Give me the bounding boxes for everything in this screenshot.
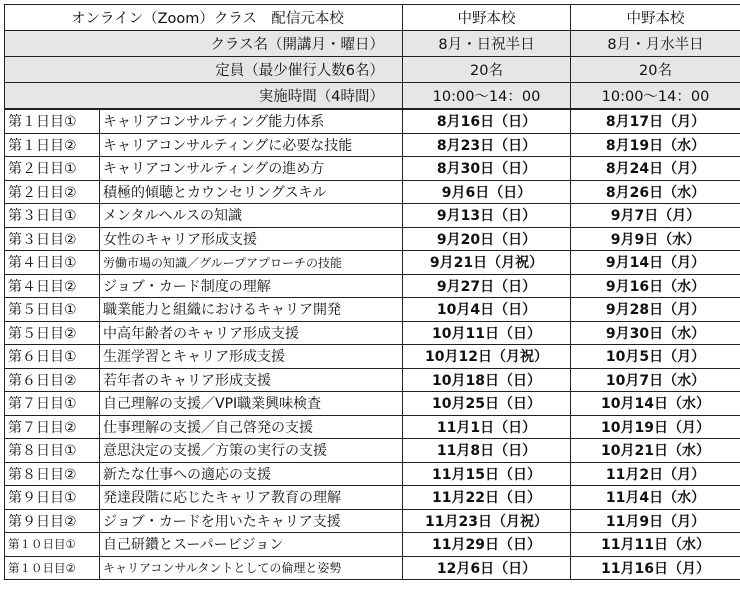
session-date-a: 11月29日（日） (403, 533, 571, 557)
session-date-b: 11月16日（月） (571, 556, 740, 580)
session-date-b: 10月21日（水） (571, 439, 740, 463)
schedule-row (5, 486, 740, 510)
session-day: 第８日目① (5, 439, 100, 463)
school-name-b: 中野本校 (571, 5, 740, 31)
session-date-a: 10月18日（日） (403, 368, 571, 392)
session-date-a: 11月23日（月祝） (403, 509, 571, 533)
schedule-row (5, 368, 740, 392)
session-day: 第６日目① (5, 345, 100, 369)
session-date-b: 11月9日（月） (571, 509, 740, 533)
time-b: 10:00～14：00 (571, 83, 740, 109)
class-name-b: 8月・月水半日 (571, 31, 740, 57)
session-date-b: 8月24日（月） (571, 157, 740, 181)
session-topic: キャリアコンサルタントとしての倫理と姿勢 (100, 556, 403, 580)
session-topic: キャリアコンサルティングに必要な技能 (100, 133, 403, 157)
session-day: 第１０日目② (5, 556, 100, 580)
session-date-b: 9月30日（水） (571, 321, 740, 345)
session-date-a: 12月6日（日） (403, 556, 571, 580)
session-date-b: 11月2日（月） (571, 462, 740, 486)
schedule-table (4, 109, 740, 580)
session-date-a: 10月4日（日） (403, 298, 571, 322)
session-topic: キャリアコンサルティングの進め方 (100, 157, 403, 181)
capacity-label: 定員（最少催行人数6名） (5, 57, 403, 83)
delivery-title: オンライン（Zoom）クラス 配信元本校 (5, 5, 403, 31)
session-date-a: 8月23日（日） (403, 133, 571, 157)
session-date-a: 9月21日（月祝） (403, 251, 571, 275)
session-day: 第５日目① (5, 298, 100, 322)
schedule-row (5, 415, 740, 439)
session-date-a: 11月22日（日） (403, 486, 571, 510)
header-row-time (5, 83, 740, 109)
capacity-a: 20名 (403, 57, 571, 83)
session-date-a: 11月1日（日） (403, 415, 571, 439)
class-name-a: 8月・日祝半日 (403, 31, 571, 57)
session-day: 第２日目② (5, 180, 100, 204)
schedule-row (5, 298, 740, 322)
schedule-row (5, 392, 740, 416)
session-day: 第６日目② (5, 368, 100, 392)
session-day: 第７日目② (5, 415, 100, 439)
session-date-b: 9月9日（水） (571, 227, 740, 251)
schedule-row (5, 509, 740, 533)
session-topic: キャリアコンサルティング能力体系 (100, 110, 403, 134)
session-day: 第４日目① (5, 251, 100, 275)
session-date-b: 9月28日（月） (571, 298, 740, 322)
session-date-a: 9月6日（日） (403, 180, 571, 204)
session-topic: 若年者のキャリア形成支援 (100, 368, 403, 392)
session-topic: 新たな仕事への適応の支援 (100, 462, 403, 486)
session-day: 第１日目② (5, 133, 100, 157)
schedule-row (5, 227, 740, 251)
time-a: 10:00～14：00 (403, 83, 571, 109)
schedule-row (5, 556, 740, 580)
session-date-b: 9月7日（月） (571, 204, 740, 228)
session-date-b: 10月14日（水） (571, 392, 740, 416)
session-day: 第２日目① (5, 157, 100, 181)
class-name-label: クラス名（開講月・曜日） (5, 31, 403, 57)
session-topic: 発達段階に応じたキャリア教育の理解 (100, 486, 403, 510)
session-date-b: 8月17日（月） (571, 110, 740, 134)
schedule-row (5, 133, 740, 157)
schedule-row (5, 110, 740, 134)
session-day: 第８日目② (5, 462, 100, 486)
session-date-a: 11月15日（日） (403, 462, 571, 486)
session-day: 第３日目① (5, 204, 100, 228)
header-row-class-name (5, 31, 740, 57)
session-date-a: 9月13日（日） (403, 204, 571, 228)
session-topic: 自己理解の支援／VPI職業興味検査 (100, 392, 403, 416)
session-date-a: 10月12日（月祝） (403, 345, 571, 369)
session-day: 第１日目① (5, 110, 100, 134)
session-date-b: 9月16日（水） (571, 274, 740, 298)
schedule-row (5, 533, 740, 557)
session-date-a: 11月8日（日） (403, 439, 571, 463)
session-date-b: 8月19日（水） (571, 133, 740, 157)
session-topic: 職業能力と組織におけるキャリア開発 (100, 298, 403, 322)
schedule-row (5, 439, 740, 463)
session-date-b: 8月26日（水） (571, 180, 740, 204)
schedule-row (5, 321, 740, 345)
session-day: 第４日目② (5, 274, 100, 298)
session-day: 第５日目② (5, 321, 100, 345)
session-date-a: 10月25日（日） (403, 392, 571, 416)
schedule-row (5, 462, 740, 486)
schedule-row (5, 251, 740, 275)
schedule-row (5, 157, 740, 181)
capacity-b: 20名 (571, 57, 740, 83)
session-topic: メンタルヘルスの知識 (100, 204, 403, 228)
session-topic: ジョブ・カードを用いたキャリア支援 (100, 509, 403, 533)
session-day: 第３日目② (5, 227, 100, 251)
session-date-b: 10月19日（月） (571, 415, 740, 439)
session-topic: 中高年齢者のキャリア形成支援 (100, 321, 403, 345)
schedule-row (5, 180, 740, 204)
session-date-b: 11月11日（水） (571, 533, 740, 557)
class-info-table (4, 4, 740, 109)
class-schedule (4, 4, 740, 580)
session-date-b: 9月14日（月） (571, 251, 740, 275)
session-topic: 意思決定の支援／方策の実行の支援 (100, 439, 403, 463)
session-topic: 積極的傾聴とカウンセリングスキル (100, 180, 403, 204)
session-day: 第１０日目① (5, 533, 100, 557)
session-day: 第９日目① (5, 486, 100, 510)
session-date-a: 10月11日（日） (403, 321, 571, 345)
schedule-row (5, 274, 740, 298)
session-date-a: 9月20日（日） (403, 227, 571, 251)
session-day: 第９日目② (5, 509, 100, 533)
session-date-b: 10月5日（月） (571, 345, 740, 369)
session-date-a: 8月16日（日） (403, 110, 571, 134)
session-topic: 労働市場の知識／グループアプローチの技能 (100, 251, 403, 275)
session-date-b: 11月4日（水） (571, 486, 740, 510)
schedule-row (5, 204, 740, 228)
header-row-title (5, 5, 740, 31)
session-date-a: 8月30日（日） (403, 157, 571, 181)
session-date-b: 10月7日（水） (571, 368, 740, 392)
session-topic: 仕事理解の支援／自己啓発の支援 (100, 415, 403, 439)
header-row-capacity (5, 57, 740, 83)
session-topic: 生涯学習とキャリア形成支援 (100, 345, 403, 369)
time-label: 実施時間（4時間） (5, 83, 403, 109)
schedule-row (5, 345, 740, 369)
session-topic: 女性のキャリア形成支援 (100, 227, 403, 251)
session-topic: ジョブ・カード制度の理解 (100, 274, 403, 298)
session-date-a: 9月27日（日） (403, 274, 571, 298)
session-topic: 自己研鑽とスーパービジョン (100, 533, 403, 557)
school-name-a: 中野本校 (403, 5, 571, 31)
session-day: 第７日目① (5, 392, 100, 416)
